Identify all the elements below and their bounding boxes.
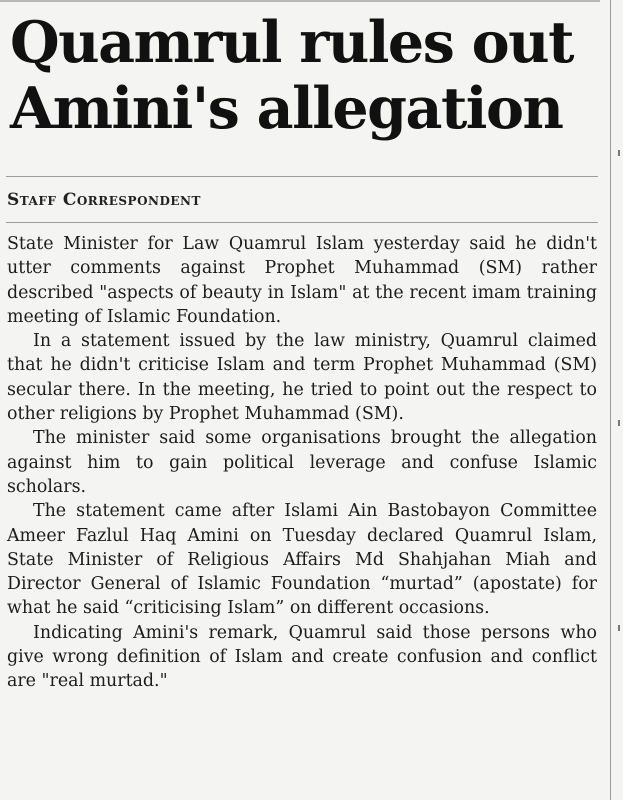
top-rule: [0, 0, 600, 2]
column-divider: [610, 0, 611, 800]
paragraph: The statement came after Islami Ain Bastobayon Committee Ameer Fazlul Haq Amini on Tuesday declared Quamrul Islam, State Minister of Religious Affairs Md Shahjahan Miah and Director General of Islamic Foundation “murtad” (apostate) for what he said “criticising Islam” on different occasions.: [7, 501, 597, 619]
byline: Staff Correspondent: [7, 190, 201, 210]
paragraph: Indicating Amini's remark, Quamrul said those persons who give wrong definition of Islam and create confusion and conflict are "real murtad.": [7, 622, 597, 692]
paragraph: In a statement issued by the law ministry, Quamrul claimed that he didn't criticise Islam and term Prophet Muhammad (SM) secular there. In the meeting, he tried to point out the respect to other religions by Prophet Muhammad (SM).: [7, 331, 597, 425]
adjacent-column-fragment: [618, 420, 620, 426]
adjacent-column-fragment: [618, 625, 620, 631]
byline-rule-top: [6, 176, 598, 177]
article-body: [7, 232, 597, 694]
byline-rule-bottom: [6, 222, 598, 223]
headline: Quamrul rules out Amini's allegation: [10, 9, 573, 142]
adjacent-column-fragment: [618, 150, 620, 156]
paragraph: The minister said some organisations brought the allegation against him to gain political leverage and confuse Islamic scholars.: [7, 428, 597, 497]
paragraph: State Minister for Law Quamrul Islam yesterday said he didn't utter comments against Prophet Muhammad (SM) rather described "aspects of beauty in Islam" at the recent imam training meeting of Islamic Foundation.: [7, 234, 597, 327]
